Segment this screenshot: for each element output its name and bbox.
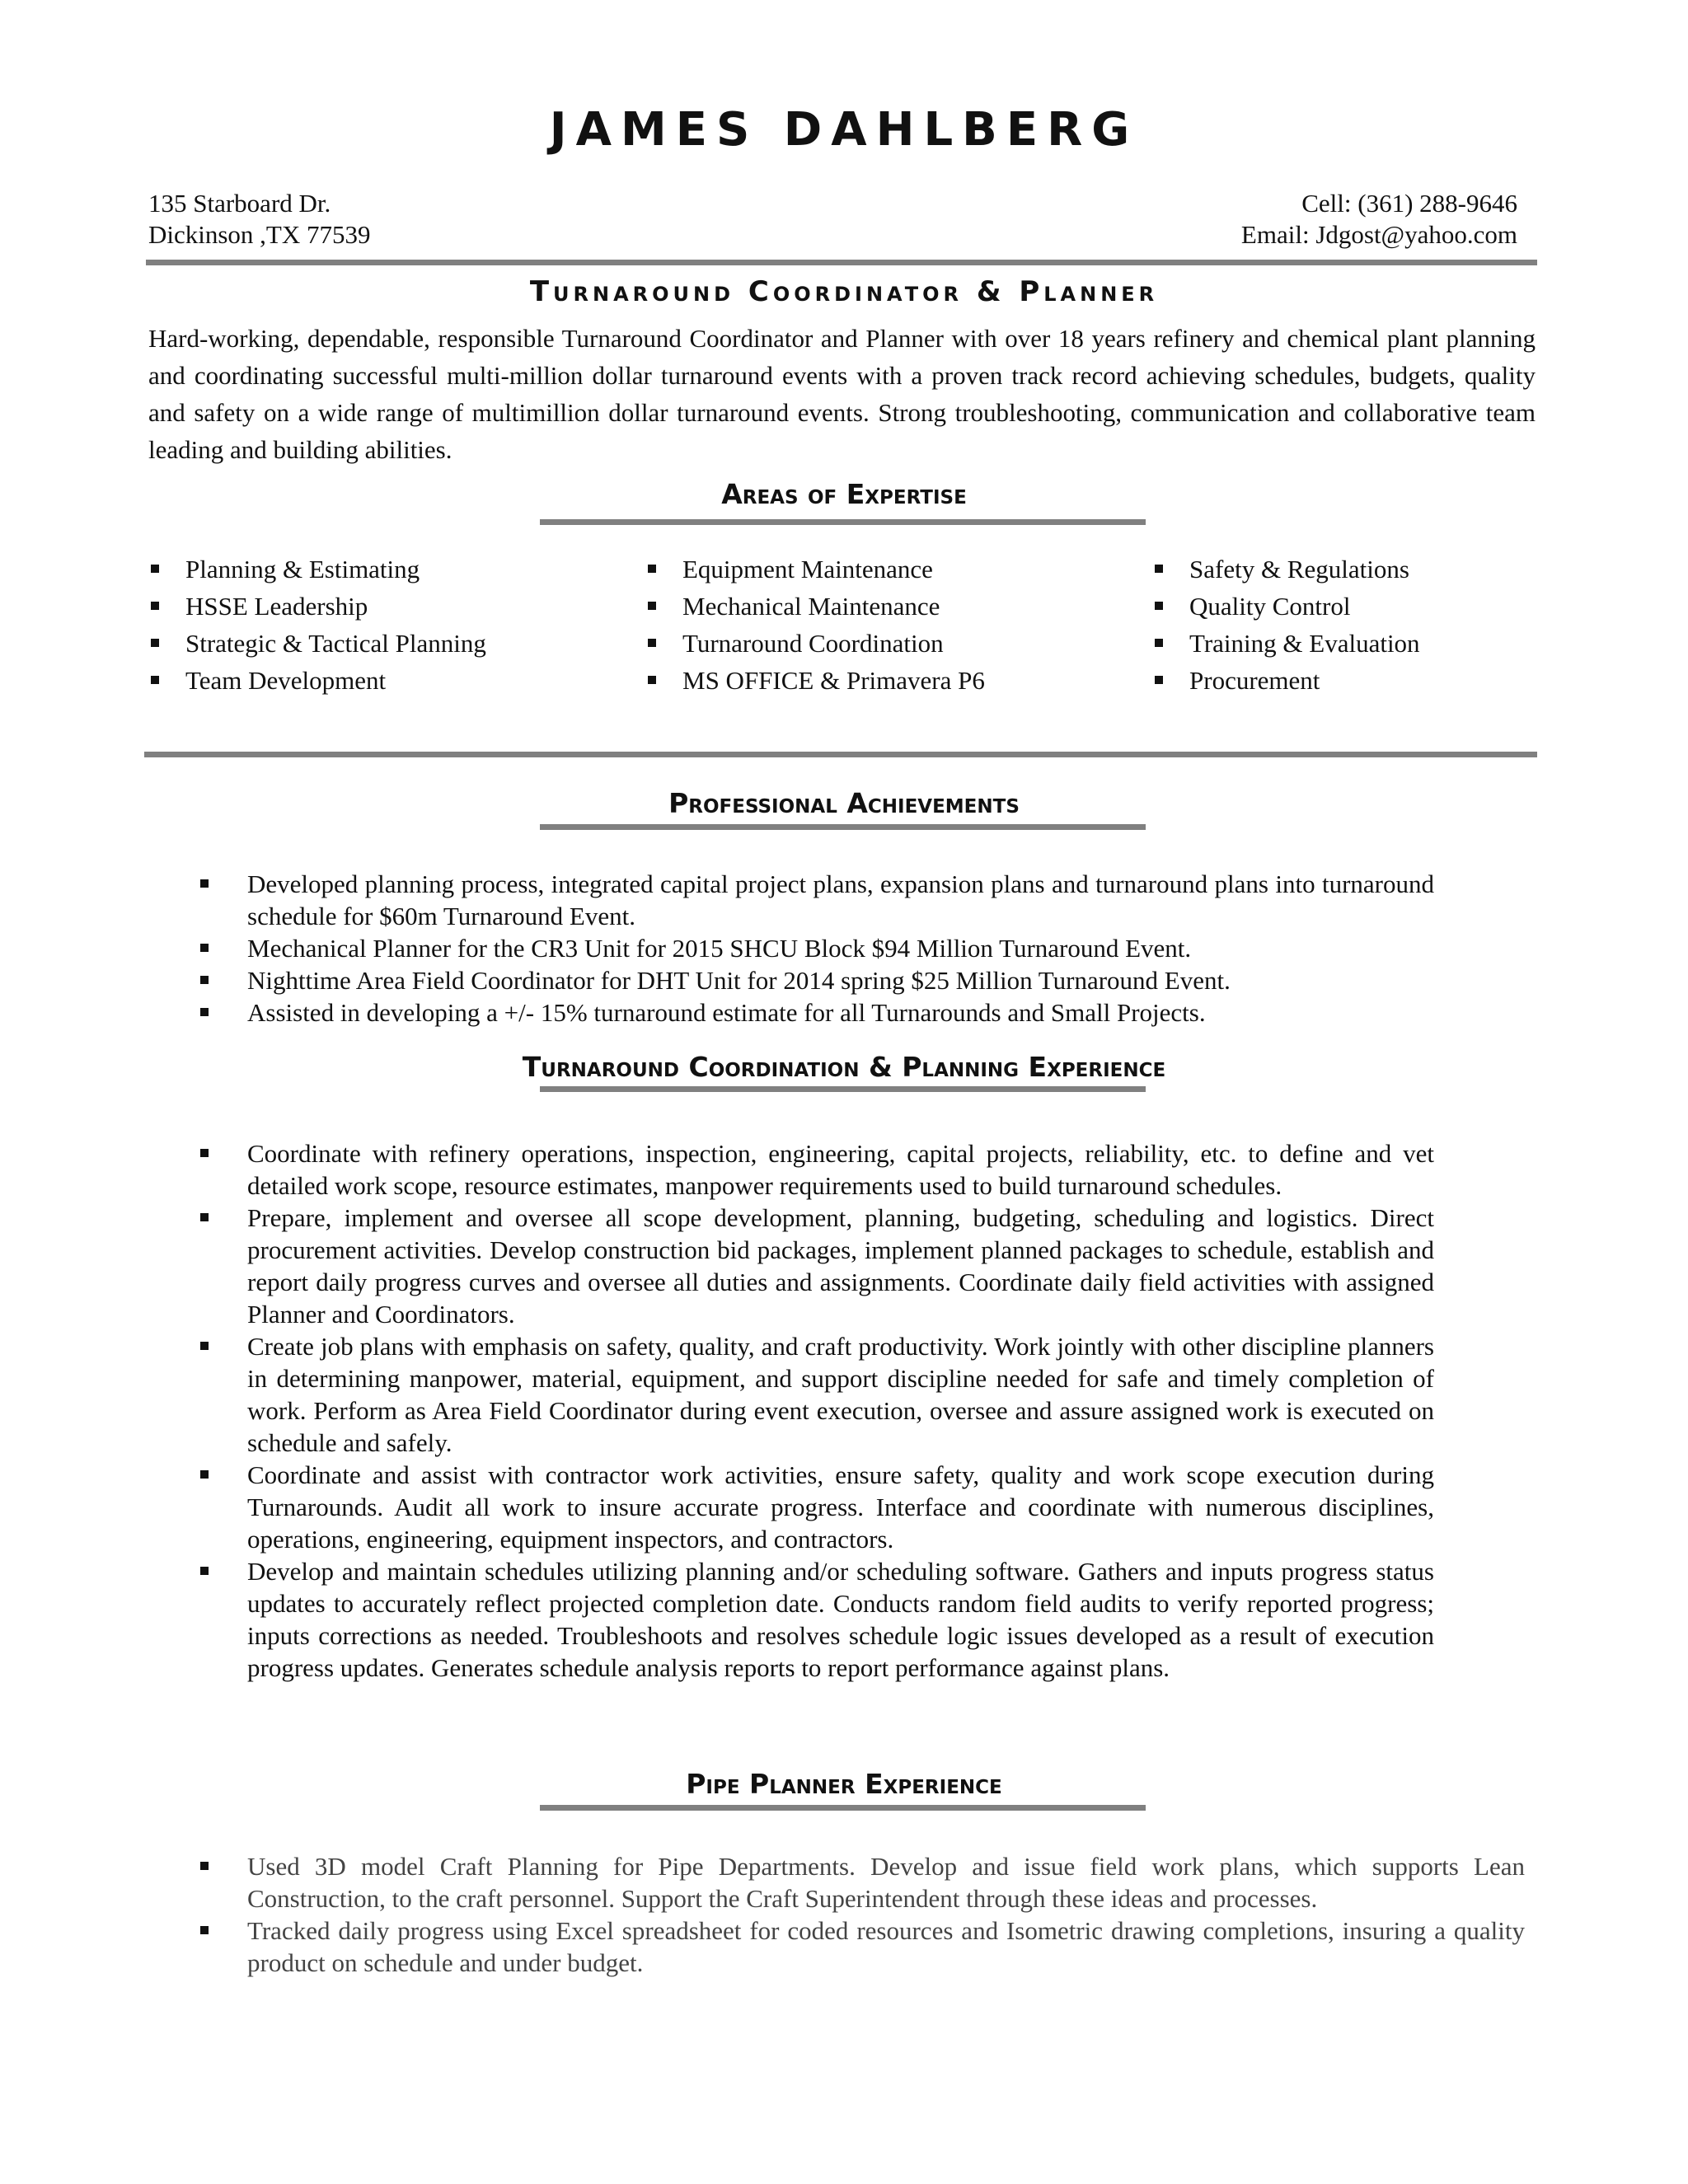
achievements-list: [198, 868, 1434, 1029]
bullet-icon: [200, 1862, 209, 1870]
bullet-icon: [200, 1008, 209, 1016]
address-block: [148, 188, 371, 251]
address-line-2: Dickinson ,TX 77539: [148, 220, 371, 249]
bullet-icon: [200, 1342, 209, 1350]
experience-heading: Turnaround Coordination & Planning Experience: [522, 1051, 1166, 1083]
list-item: Nighttime Area Field Coordinator for DHT Unit for 2014 spring $25 Million Turnaround Event.: [198, 964, 1434, 996]
bullet-icon: [648, 676, 656, 684]
experience-heading-rule: [540, 1086, 1146, 1092]
list-item: Developed planning process, integrated capital project plans, expansion plans and turnaround plans into turnaround schedule for $60m Turnaround Event.: [198, 868, 1434, 932]
expertise-heading-rule: [540, 519, 1146, 525]
expertise-divider: [144, 752, 1537, 757]
list-item: Training & Evaluation: [1152, 625, 1420, 662]
bullet-icon: [151, 639, 159, 647]
list-item: Prepare, implement and oversee all scope development, planning, budgeting, scheduling and logistics. Direct procurement activities. Develop construction bid packages, implement planned packages to schedule, establish and report daily progress curves and oversee all duties and assignments. Coordinate daily field activities with assigned Planner and Coordinators.: [198, 1202, 1434, 1330]
list-item: Turnaround Coordination: [645, 625, 985, 662]
achievements-heading-rule: [540, 824, 1146, 830]
bullet-icon: [1155, 676, 1163, 684]
bullet-icon: [200, 1149, 209, 1157]
professional-summary: Hard-working, dependable, responsible Turnaround Coordinator and Planner with over 18 years refinery and chemical plant planning and coordinating successful multi-million dollar turnaround events with a proven track record achieving schedules, budgets, quality and safety on a wide range of multimillion dollar turnaround events. Strong troubleshooting, communication and collaborative team leading and building abilities.: [148, 324, 1536, 464]
bullet-icon: [1155, 565, 1163, 573]
expertise-heading: Areas of Expertise: [721, 478, 967, 510]
list-item: MS OFFICE & Primavera P6: [645, 662, 985, 699]
bullet-icon: [200, 1213, 209, 1221]
list-item: Strategic & Tactical Planning: [148, 625, 486, 662]
expertise-column-2: [645, 551, 985, 699]
bullet-icon: [200, 1567, 209, 1575]
contact-block: [1241, 188, 1517, 251]
list-item: HSSE Leadership: [148, 588, 486, 625]
list-item: Tracked daily progress using Excel spreadsheet for coded resources and Isometric drawing completions, insuring a quality product on schedule and under budget.: [198, 1915, 1525, 1979]
bullet-icon: [200, 944, 209, 952]
bullet-icon: [648, 639, 656, 647]
bullet-icon: [200, 879, 209, 888]
list-item: Coordinate with refinery operations, inspection, engineering, capital projects, reliability, etc. to define and vet detailed work scope, resource estimates, manpower requirements used to build turnaround schedules.: [198, 1137, 1434, 1202]
list-item: Mechanical Maintenance: [645, 588, 985, 625]
list-item: Procurement: [1152, 662, 1420, 699]
list-item: Planning & Estimating: [148, 551, 486, 588]
bullet-icon: [200, 1470, 209, 1479]
bullet-icon: [151, 565, 159, 573]
list-item: Used 3D model Craft Planning for Pipe Departments. Develop and issue field work plans, which supports Lean Construction, to the craft personnel. Support the Craft Superintendent through these ideas and processes.: [198, 1850, 1525, 1915]
pipe-list: [198, 1850, 1525, 1979]
bullet-icon: [200, 1926, 209, 1934]
pipe-heading: Pipe Planner Experience: [686, 1768, 1002, 1800]
expertise-column-3: [1152, 551, 1420, 699]
list-item: Quality Control: [1152, 588, 1420, 625]
job-title: Turnaround Coordinator & Planner: [529, 275, 1159, 308]
cell-phone: Cell: (361) 288-9646: [1301, 189, 1517, 218]
bullet-icon: [151, 602, 159, 610]
achievements-heading: Professional Achievements: [668, 787, 1020, 819]
header-divider: [146, 260, 1537, 265]
bullet-icon: [1155, 602, 1163, 610]
list-item: Create job plans with emphasis on safety, quality, and craft productivity. Work jointly with other discipline planners in determining manpower, material, equipment, and support discipline needed for safe and timely completion of work. Perform as Area Field Coordinator during event execution, oversee and assure assigned work is executed on schedule and safely.: [198, 1330, 1434, 1459]
list-item: Safety & Regulations: [1152, 551, 1420, 588]
bullet-icon: [1155, 639, 1163, 647]
list-item: Develop and maintain schedules utilizing planning and/or scheduling software. Gathers and inputs progress status updates to accurately reflect projected completion date. Conducts random field audits to verify reported progress; inputs corrections as needed. Troubleshoots and resolves schedule logic issues developed as a result of execution progress updates. Generates schedule analysis reports to report performance against plans.: [198, 1555, 1434, 1684]
bullet-icon: [648, 565, 656, 573]
expertise-column-1: [148, 551, 486, 699]
email-address: Email: Jdgost@yahoo.com: [1240, 220, 1517, 249]
list-item: Team Development: [148, 662, 486, 699]
list-item: Coordinate and assist with contractor work activities, ensure safety, quality and work scope execution during Turnarounds. Audit all work to insure accurate progress. Interface and coordinate with numerous disciplines, operations, engineering, equipment inspectors, and contractors.: [198, 1459, 1434, 1555]
list-item: Mechanical Planner for the CR3 Unit for 2015 SHCU Block $94 Million Turnaround Event.: [198, 932, 1434, 964]
bullet-icon: [151, 676, 159, 684]
experience-list: [198, 1137, 1434, 1684]
bullet-icon: [200, 976, 209, 984]
bullet-icon: [648, 602, 656, 610]
address-line-1: 135 Starboard Dr.: [148, 189, 331, 218]
pipe-heading-rule: [540, 1805, 1146, 1811]
list-item: Equipment Maintenance: [645, 551, 985, 588]
candidate-name: JAMES DAHLBERG: [549, 103, 1139, 157]
list-item: Assisted in developing a +/- 15% turnaround estimate for all Turnarounds and Small Projects.: [198, 996, 1434, 1029]
